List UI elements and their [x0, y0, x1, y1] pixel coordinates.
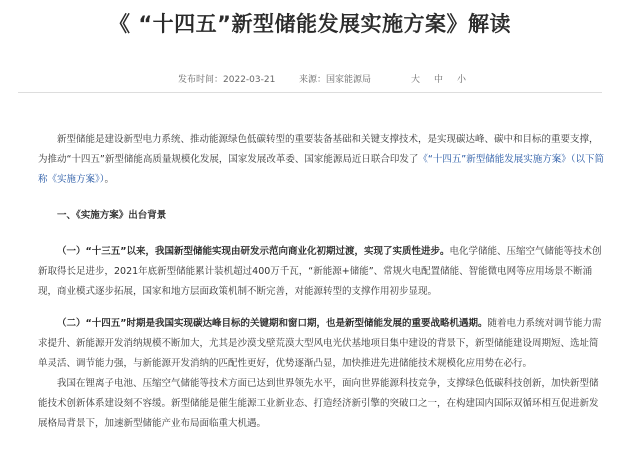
header-divider — [18, 92, 602, 93]
publish-info — [178, 72, 275, 85]
intro-paragraph — [38, 130, 606, 190]
section-heading-background: 一、《实施方案》出台背景 — [57, 210, 167, 221]
publish-label: 发布时间： — [178, 75, 224, 85]
source-label: 来源： — [299, 75, 327, 85]
article-body — [38, 130, 606, 434]
paragraph-opportunity-14th-text: 随着电力系统对调节能力需求提升、新能源开发消纳规模不断加大，尤其是沙漠戈壁荒漠大型风电光伏基地项目集中建设的背景下，新型储能建设周期短、选址简单灵活、调节能力强，与新能源开发消纳的匹配性更好，优势逐渐凸显，加快推进先进储能技术规模化应用势在必行。 — [38, 318, 602, 369]
paragraph-opportunity-14th — [38, 314, 606, 374]
intro-text: 新型储能是建设新型电力系统、推动能源绿色低碳转型的重要装备基础和关键支撑技术，是实现碳达峰、碳中和目标的重要支撑，为推动“十四五”新型储能高质量规模化发展，国家发展改革委、国家能源局近日联合印发了 — [38, 134, 599, 165]
font-size-switcher — [411, 72, 480, 85]
paragraph-progress-13th-lead: （一）“十三五”以来，我国新型储能实现由研发示范向商业化初期过渡，实现了实质性进步。 — [57, 246, 450, 257]
font-size-large-button[interactable]: 大 — [411, 75, 421, 85]
paragraph-progress-13th — [38, 242, 606, 302]
font-size-medium-button[interactable]: 中 — [434, 75, 444, 85]
publish-date: 2022-03-21 — [223, 75, 276, 85]
paragraph-progress-13th-text: 电化学储能、压缩空气储能等技术创新取得长足进步，2021年底新型储能累计装机超过400万千瓦，“新能源+储能”、常规火电配置储能、智能微电网等应用场景不断涌现，商业模式逐步拓展，国家和地方层面政策机制不断完善，对能源转型的支撑作用初步显现。 — [38, 246, 602, 297]
source-name: 国家能源局 — [326, 75, 372, 85]
intro-tail: 。 — [104, 174, 115, 185]
paragraph-technology-status: 我国在锂离子电池、压缩空气储能等技术方面已达到世界领先水平，面向世界能源科技竞争，支撑绿色低碳科技创新，加快新型储能技术创新体系建设刻不容缓。新型储能是催生能源工业新业态、打造经济新引擎的突破口之一，在构建国内国际双循环相互促进新发展格局背景下，加速新型储能产业布局面临重大机遇。 — [38, 378, 599, 429]
font-size-small-button[interactable]: 小 — [457, 75, 467, 85]
paragraph-opportunity-14th-lead: （二）“十四五”时期是我国实现碳达峰目标的关键期和窗口期，也是新型储能发展的重要战略机遇期。 — [57, 318, 488, 329]
source-info — [299, 72, 371, 85]
plan-document-link[interactable]: 《“十四五”新型储能发展实施方案》（以下简称《实施方案》） — [38, 154, 604, 185]
article-title: 《 “十四五”新型储能发展实施方案》解读 — [109, 12, 511, 36]
